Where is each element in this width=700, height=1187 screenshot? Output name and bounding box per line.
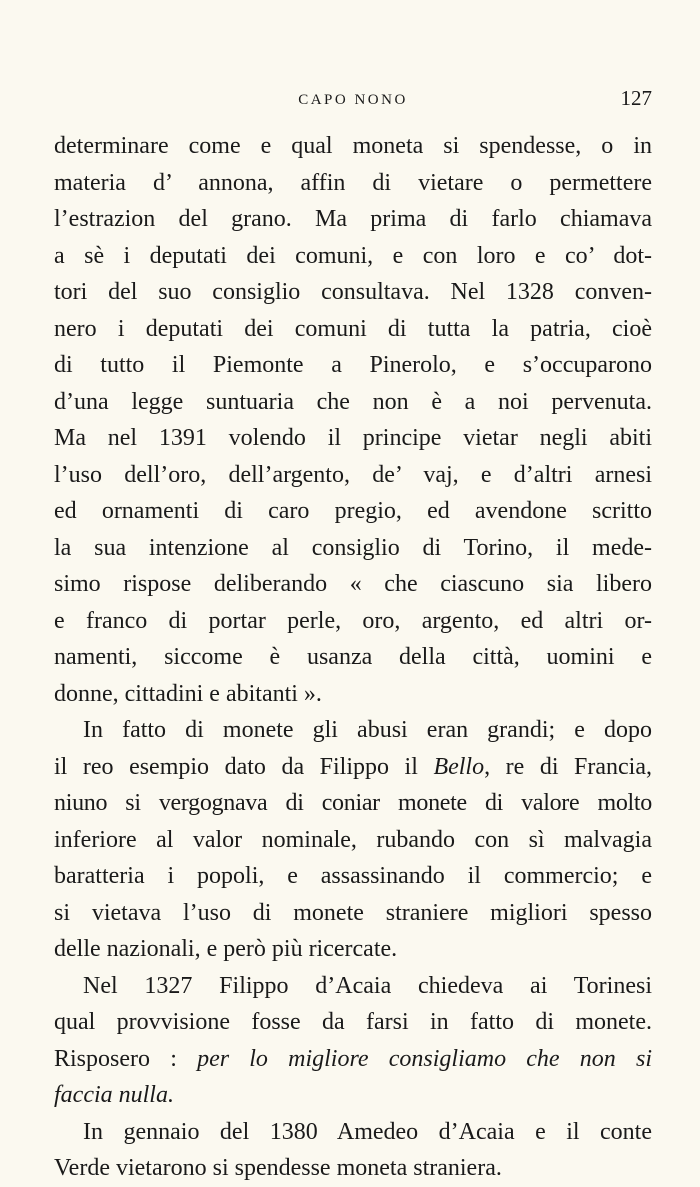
text-line: delle nazionali, e però più ricercate. [54, 936, 398, 962]
text-line: simo rispose deliberando « che ciascuno sia libero [54, 571, 652, 597]
text-line: In gennaio del 1380 Amedeo d’Acaia e il conte [83, 1118, 652, 1145]
text-line: Ma nel 1391 volendo il principe vietar negli abiti [54, 425, 652, 451]
text-line: In fatto di monete gli abusi eran grandi; e dopo [83, 717, 652, 743]
text-line: namenti, siccome è usanza della città, uomini e [54, 644, 652, 670]
paragraph-2 [54, 712, 652, 968]
body-text [54, 128, 652, 1187]
italic-name: Bello [433, 753, 485, 780]
text-line: ed ornamenti di caro pregio, ed avendone scritto [54, 498, 652, 524]
italic-quote: faccia nulla. [54, 1082, 174, 1108]
text-line: la sua intenzione al consiglio di Torino, il mede- [54, 534, 652, 561]
text-line: donne, cittadini e abitanti ». [54, 680, 322, 707]
text-line: si vietava l’uso di monete straniere migliori spesso [54, 899, 652, 926]
text-line: il reo esempio dato da Filippo il Bello, re di Francia, [54, 753, 652, 780]
text-line: Nel 1327 Filippo d’Acaia chiedeva ai Torinesi [83, 972, 652, 999]
text-line: inferiore al valor nominale, rubando con sì malvagia [54, 826, 652, 853]
text-line: tori del suo consiglio consultava. Nel 1328 conven- [54, 279, 652, 305]
text-line: e franco di portar perle, oro, argento, ed altri or- [54, 607, 652, 634]
text-line: baratteria i popoli, e assassinando il commercio; e [54, 863, 652, 889]
text-line [54, 1077, 652, 1114]
chapter-title: CAPO NONO [298, 92, 408, 108]
paragraph-1 [54, 128, 652, 712]
paragraph-3 [54, 968, 652, 1114]
text-line: Verde vietarono si spendesse moneta straniera. [54, 1155, 502, 1181]
text-line: qual provvisione fosse da farsi in fatto di monete. [54, 1009, 652, 1035]
text-line: di tutto il Piemonte a Pinerolo, e s’occuparono [54, 352, 652, 378]
paragraph-4 [54, 1114, 652, 1187]
text-line: niuno si vergognava di coniar monete di valore molto [54, 790, 652, 816]
text-line: nero i deputati dei comuni di tutta la patria, cioè [54, 315, 652, 342]
text-line: l’uso dell’oro, dell’argento, de’ vaj, e d’altri arnesi [54, 461, 652, 488]
italic-quote: per lo migliore consigliamo che non si [197, 1045, 652, 1072]
text-line: Risposero : per lo migliore consigliamo che non si [54, 1045, 652, 1072]
text-line: determinare come e qual moneta si spendesse, o in [54, 133, 652, 159]
running-head [54, 86, 652, 114]
page-number: 127 [620, 86, 652, 110]
text-line: materia d’ annona, affin di vietare o permettere [54, 169, 652, 196]
text-line: l’estrazion del grano. Ma prima di farlo chiamava [54, 206, 652, 232]
text-line: a sè i deputati dei comuni, e con loro e co’ dot- [54, 242, 652, 269]
text-line: d’una legge suntuaria che non è a noi pervenuta. [54, 388, 652, 415]
